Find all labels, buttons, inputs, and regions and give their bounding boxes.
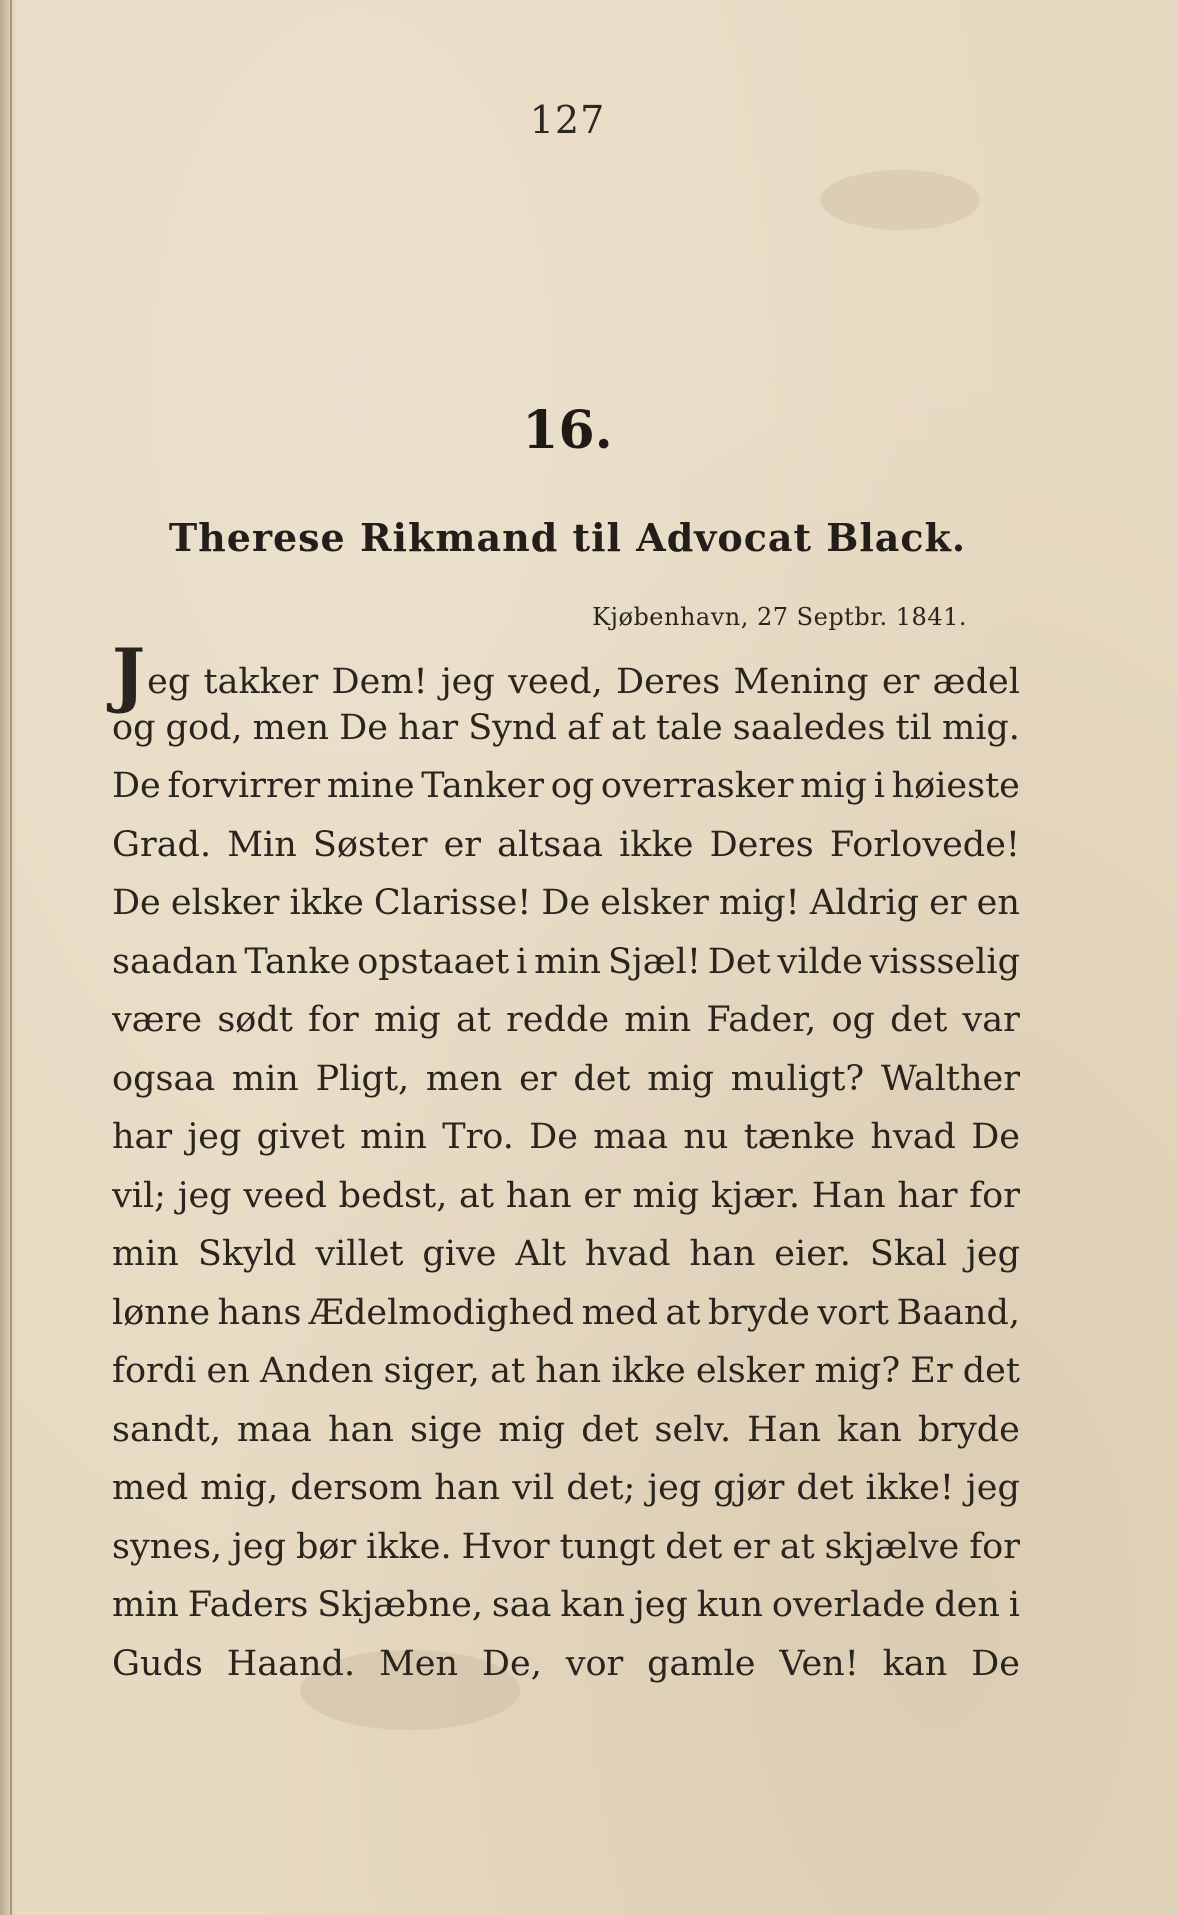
word: jeg bbox=[965, 1468, 1020, 1508]
word: han bbox=[434, 1468, 501, 1508]
word: Tanke bbox=[244, 941, 351, 982]
word: De bbox=[112, 766, 161, 806]
word: Hvor bbox=[461, 1526, 550, 1567]
paper-stain bbox=[820, 170, 980, 230]
word: med bbox=[112, 1468, 189, 1508]
word: bryde bbox=[917, 1409, 1020, 1450]
word: forvirrer bbox=[167, 766, 321, 806]
word: hvad bbox=[584, 1234, 671, 1274]
text-line bbox=[112, 633, 1020, 716]
word: vissselig bbox=[869, 941, 1020, 982]
word: har bbox=[397, 707, 459, 748]
word: min bbox=[360, 1117, 427, 1157]
text-line bbox=[112, 1225, 1020, 1284]
word: dersom bbox=[290, 1468, 423, 1508]
word: ikke! bbox=[865, 1468, 954, 1508]
word: De bbox=[971, 1643, 1020, 1684]
word: være bbox=[112, 1000, 203, 1040]
word: Ædelmodighed bbox=[308, 1292, 575, 1333]
word: men bbox=[425, 1058, 503, 1099]
text-line bbox=[112, 816, 1020, 875]
word: det bbox=[890, 1000, 948, 1040]
word: er bbox=[929, 883, 967, 923]
letter-body bbox=[112, 633, 1020, 1693]
text-line bbox=[112, 1401, 1020, 1460]
word: Aldrig bbox=[809, 883, 920, 923]
word: det bbox=[796, 1468, 854, 1508]
word: De bbox=[112, 883, 161, 923]
word: i bbox=[516, 941, 528, 982]
word: overlade bbox=[771, 1585, 926, 1625]
word: min bbox=[112, 1585, 179, 1625]
word: elsker bbox=[600, 883, 709, 923]
word: Walther bbox=[880, 1058, 1020, 1099]
word: for bbox=[969, 1526, 1020, 1567]
word: mig! bbox=[718, 883, 800, 923]
text-line bbox=[112, 1459, 1020, 1518]
word: villet bbox=[315, 1234, 404, 1274]
word: mig. bbox=[942, 707, 1020, 748]
word: min bbox=[534, 941, 602, 982]
word: vor bbox=[565, 1643, 624, 1684]
word: mig bbox=[647, 1058, 715, 1099]
word: af bbox=[566, 707, 601, 748]
word: Dem! bbox=[331, 662, 428, 702]
binding-line bbox=[10, 0, 12, 1915]
word: muligt? bbox=[730, 1058, 865, 1099]
word: mig, bbox=[200, 1468, 279, 1508]
word: og bbox=[550, 766, 595, 806]
letter-dateline: Kjøbenhavn, 27 Septbr. 1841. bbox=[592, 603, 967, 631]
word: Han bbox=[811, 1175, 886, 1216]
word: Jeg bbox=[112, 633, 191, 716]
word: ikke bbox=[619, 824, 694, 865]
word: er bbox=[443, 824, 482, 865]
word: en bbox=[206, 1351, 250, 1391]
word: jeg bbox=[633, 1585, 688, 1625]
word: veed bbox=[243, 1175, 327, 1216]
word: maa bbox=[237, 1409, 312, 1450]
word: Min bbox=[227, 824, 297, 865]
word: at bbox=[459, 1175, 494, 1216]
word: jeg bbox=[966, 1234, 1020, 1274]
word: Forlovede! bbox=[829, 824, 1020, 865]
word: er bbox=[519, 1058, 557, 1099]
word: gamle bbox=[647, 1643, 756, 1684]
word: en bbox=[976, 883, 1020, 923]
word: givet bbox=[256, 1117, 345, 1157]
word: Anden bbox=[259, 1351, 374, 1391]
word: bryde bbox=[707, 1292, 810, 1333]
word: Synd bbox=[468, 707, 557, 748]
word: at bbox=[455, 1000, 491, 1040]
word: ikke. bbox=[366, 1526, 452, 1567]
word: sandt, bbox=[112, 1409, 221, 1450]
word: det bbox=[665, 1526, 723, 1567]
word: Sjæl! bbox=[607, 941, 701, 982]
word: det bbox=[962, 1351, 1020, 1391]
word: mig bbox=[800, 766, 867, 806]
text-line bbox=[112, 933, 1020, 992]
text-line bbox=[112, 1050, 1020, 1109]
word: bedst, bbox=[338, 1175, 448, 1216]
word: nu bbox=[683, 1117, 729, 1157]
word: jeg bbox=[647, 1468, 702, 1508]
word: det; bbox=[566, 1468, 636, 1508]
word: synes, bbox=[112, 1526, 223, 1567]
word: ikke bbox=[611, 1351, 686, 1391]
word: Faders bbox=[187, 1585, 309, 1625]
page-number: 127 bbox=[529, 98, 606, 142]
text-line bbox=[112, 1342, 1020, 1401]
word: vil bbox=[512, 1468, 555, 1508]
word: at bbox=[490, 1351, 526, 1391]
word: det bbox=[573, 1058, 631, 1099]
word: er bbox=[583, 1175, 621, 1216]
word: Deres bbox=[616, 662, 721, 702]
word: har bbox=[112, 1117, 173, 1157]
word: var bbox=[962, 1000, 1020, 1040]
word: for bbox=[969, 1175, 1020, 1216]
word: give bbox=[422, 1234, 497, 1274]
word: hans bbox=[217, 1292, 302, 1333]
word: Han bbox=[747, 1409, 822, 1450]
word: tænke bbox=[743, 1117, 856, 1157]
word: De bbox=[541, 883, 591, 923]
word: min bbox=[112, 1234, 179, 1274]
word: gjør bbox=[713, 1468, 785, 1508]
word: tungt bbox=[559, 1526, 656, 1567]
word: jeg bbox=[440, 662, 495, 702]
word: kun bbox=[696, 1585, 764, 1625]
word: at bbox=[665, 1292, 701, 1333]
word: veed, bbox=[508, 662, 603, 702]
word: takker bbox=[203, 662, 319, 702]
word: lønne bbox=[112, 1292, 211, 1333]
word: saaledes bbox=[732, 707, 886, 748]
word: i bbox=[873, 766, 885, 806]
word: er bbox=[881, 662, 920, 702]
word: at bbox=[779, 1526, 815, 1567]
word: vilde bbox=[777, 941, 863, 982]
chapter-number: 16. bbox=[522, 400, 613, 461]
word: mig bbox=[373, 1000, 441, 1040]
word: til bbox=[895, 707, 932, 748]
word: vort bbox=[817, 1292, 889, 1333]
drop-cap: J bbox=[112, 633, 146, 716]
word: Søster bbox=[312, 824, 428, 865]
word: ogsaa bbox=[112, 1058, 216, 1099]
word: De bbox=[339, 707, 388, 748]
word: selv. bbox=[654, 1409, 732, 1450]
page-edge-shadow bbox=[0, 0, 16, 1915]
word: Grad. bbox=[112, 824, 212, 865]
word: overrasker bbox=[600, 766, 794, 806]
word: han bbox=[328, 1409, 394, 1450]
word: men bbox=[252, 707, 330, 748]
word: min bbox=[231, 1058, 299, 1099]
word: vil; bbox=[112, 1175, 166, 1216]
word: De, bbox=[481, 1643, 542, 1684]
text-line bbox=[112, 1167, 1020, 1226]
word: ædel bbox=[932, 662, 1020, 702]
word: Men bbox=[378, 1643, 459, 1684]
word: i bbox=[1008, 1585, 1020, 1625]
word: skjælve bbox=[824, 1526, 960, 1567]
word: Det bbox=[707, 941, 771, 982]
word: han bbox=[535, 1351, 602, 1391]
word: ikke bbox=[289, 883, 364, 923]
word: at bbox=[610, 707, 646, 748]
word: jeg bbox=[187, 1117, 242, 1157]
word: mig bbox=[632, 1175, 700, 1216]
word: eier. bbox=[774, 1234, 851, 1274]
word: Tro. bbox=[442, 1117, 514, 1157]
word: god, bbox=[165, 707, 243, 748]
word: og bbox=[112, 707, 156, 748]
word: elsker bbox=[170, 883, 280, 923]
word: Ven! bbox=[779, 1643, 859, 1684]
word: elsker bbox=[695, 1351, 805, 1391]
word: Guds bbox=[112, 1643, 203, 1684]
word: høieste bbox=[891, 766, 1020, 806]
word: redde bbox=[506, 1000, 610, 1040]
word: kan bbox=[882, 1643, 948, 1684]
word: min bbox=[624, 1000, 692, 1040]
text-line bbox=[112, 1108, 1020, 1167]
word: sige bbox=[410, 1409, 483, 1450]
word: saa bbox=[491, 1585, 552, 1625]
word: hvad bbox=[870, 1117, 956, 1157]
word: mig? bbox=[814, 1351, 901, 1391]
word: kan bbox=[560, 1585, 626, 1625]
word: saadan bbox=[112, 941, 238, 982]
word: fordi bbox=[112, 1351, 197, 1391]
word: jeg bbox=[177, 1175, 232, 1216]
text-line bbox=[112, 1518, 1020, 1577]
word: og bbox=[831, 1000, 875, 1040]
word: det bbox=[581, 1409, 639, 1450]
letter-heading: Therese Rikmand til Advocat Black. bbox=[168, 515, 967, 560]
word: Tanker bbox=[421, 766, 544, 806]
word: jeg bbox=[232, 1526, 287, 1567]
text-line bbox=[112, 757, 1020, 816]
word: er bbox=[732, 1526, 770, 1567]
word: siger, bbox=[383, 1351, 480, 1391]
word: Er bbox=[910, 1351, 953, 1391]
word: Skal bbox=[869, 1234, 948, 1274]
word: har bbox=[897, 1175, 958, 1216]
word: Fader, bbox=[706, 1000, 817, 1040]
text-line bbox=[112, 874, 1020, 933]
word: han bbox=[505, 1175, 572, 1216]
word: Skyld bbox=[197, 1234, 297, 1274]
word: Haand. bbox=[226, 1643, 356, 1684]
word: opstaaet bbox=[357, 941, 510, 982]
word: De bbox=[971, 1117, 1020, 1157]
word: Alt bbox=[515, 1234, 566, 1274]
text-line bbox=[112, 1576, 1020, 1635]
word: kjær. bbox=[711, 1175, 800, 1216]
word: tale bbox=[655, 707, 723, 748]
word: Deres bbox=[709, 824, 814, 865]
word: Mening bbox=[733, 662, 869, 702]
word: Baand, bbox=[896, 1292, 1020, 1333]
word: for bbox=[308, 1000, 359, 1040]
word: Pligt, bbox=[315, 1058, 410, 1099]
word: maa bbox=[593, 1117, 669, 1157]
word: kan bbox=[837, 1409, 902, 1450]
word: mine bbox=[326, 766, 415, 806]
word: med bbox=[581, 1292, 658, 1333]
word: han bbox=[689, 1234, 756, 1274]
word: De bbox=[529, 1117, 578, 1157]
text-line bbox=[112, 1284, 1020, 1343]
word: altsaa bbox=[497, 824, 603, 865]
text-line bbox=[112, 1635, 1020, 1694]
text-line bbox=[112, 991, 1020, 1050]
word: Clarisse! bbox=[373, 883, 532, 923]
word: sødt bbox=[217, 1000, 293, 1040]
word: den bbox=[934, 1585, 1000, 1625]
word: mig bbox=[498, 1409, 566, 1450]
word: Skjæbne, bbox=[317, 1585, 483, 1625]
word: bør bbox=[295, 1526, 357, 1567]
